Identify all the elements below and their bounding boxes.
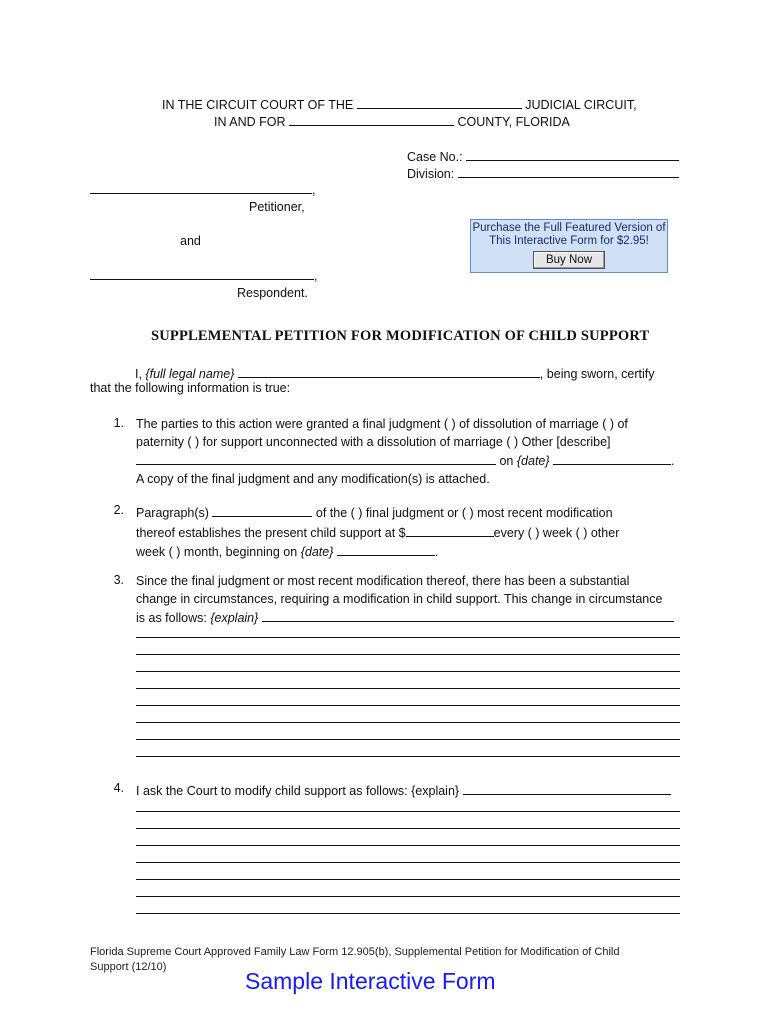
other-describe-field[interactable]	[136, 451, 496, 465]
beginning-date-field[interactable]	[337, 542, 435, 556]
explain-line[interactable]	[136, 756, 680, 757]
county-field[interactable]	[289, 112, 454, 126]
item-1-date-hint: {date}	[516, 454, 550, 468]
item-2-support-label: thereof establishes the present child support at $	[136, 525, 406, 540]
item-3-follows-label: is as follows:	[136, 611, 211, 625]
explain-line[interactable]	[136, 739, 680, 740]
item-2-number: 2.	[113, 503, 124, 517]
item-2-line3	[136, 542, 619, 562]
county-florida-label: COUNTY, FLORIDA	[457, 115, 570, 129]
petitioner-name-field[interactable]	[90, 180, 312, 194]
footer-line1: Florida Supreme Court Approved Family Law Form 12.905(b), Supplemental Petition for Modification of Child	[90, 946, 620, 958]
intro-suffix: , being sworn, certify	[539, 367, 655, 381]
purchase-line1: Purchase the Full Featured Version of	[472, 222, 666, 234]
court-header-line1	[162, 95, 637, 112]
respondent-name-row	[90, 266, 317, 283]
petitioner-comma: ,	[312, 183, 316, 197]
support-amount-field[interactable]	[406, 523, 494, 537]
item-3-line3	[136, 608, 674, 628]
intro-line1	[135, 364, 655, 381]
petitioner-name-row	[90, 180, 315, 197]
item-3-explain-hint: {explain}	[210, 611, 259, 625]
item-2-line2	[136, 523, 619, 543]
case-no-row	[407, 147, 679, 164]
buy-now-button[interactable]: Buy Now	[533, 251, 605, 269]
modify-explain-line[interactable]	[136, 845, 680, 846]
judicial-circuit-field[interactable]	[357, 95, 522, 109]
court-header-line2	[214, 112, 570, 129]
full-legal-name-hint: {full legal name}	[145, 367, 235, 381]
sample-watermark: Sample Interactive Form	[245, 968, 496, 994]
modify-explain-line[interactable]	[136, 811, 680, 812]
item-4-text: I ask the Court to modify child support as follows: {explain}	[136, 784, 460, 798]
footer-line2: Support (12/10)	[90, 961, 167, 973]
item-3-line1: Since the final judgment or most recent modification thereof, there has been a substantial	[136, 574, 630, 588]
modify-explain-field-first[interactable]	[463, 781, 671, 795]
item-2-line1-rest: of the ( ) final judgment or ( ) most recent modification	[312, 506, 613, 520]
item-1-text	[136, 416, 675, 488]
item-2-week-month: week ( ) month, beginning on	[136, 545, 301, 559]
item-3-number: 3.	[113, 573, 124, 587]
modify-explain-line[interactable]	[136, 896, 680, 897]
item-4-line1	[136, 781, 671, 798]
intro-prefix: I,	[135, 367, 146, 381]
judgment-date-field[interactable]	[553, 451, 671, 465]
item-2-text	[136, 503, 619, 562]
explain-line[interactable]	[136, 705, 680, 706]
intro-line2: that the following information is true:	[90, 381, 291, 395]
division-row	[407, 164, 679, 181]
case-no-label: Case No.:	[407, 150, 463, 164]
and-label: and	[180, 234, 201, 248]
item-1-on: on	[496, 454, 517, 468]
modify-explain-line[interactable]	[136, 879, 680, 880]
division-field[interactable]	[458, 164, 679, 178]
item-4-number: 4.	[113, 781, 124, 795]
item-2-every-label: every ( ) week ( ) other	[493, 525, 620, 540]
purchase-box	[470, 219, 668, 273]
respondent-name-field[interactable]	[90, 266, 314, 280]
petitioner-label: Petitioner,	[249, 200, 305, 214]
item-2-period: .	[434, 545, 439, 559]
respondent-comma: ,	[314, 269, 318, 283]
division-label: Division:	[407, 167, 455, 181]
item-1-period: .	[671, 454, 675, 468]
form-title: SUPPLEMENTAL PETITION FOR MODIFICATION OF CHILD SUPPORT	[151, 328, 650, 344]
item-1-number: 1.	[113, 416, 124, 430]
item-1-line2: paternity ( ) for support unconnected with a dissolution of marriage ( ) Other [describe]	[136, 434, 611, 449]
modify-explain-line[interactable]	[136, 828, 680, 829]
court-header-suffix: JUDICIAL CIRCUIT,	[525, 98, 637, 112]
item-1-line4: A copy of the final judgment and any modification(s) is attached.	[136, 471, 490, 486]
court-header-prefix: IN THE CIRCUIT COURT OF THE	[162, 98, 354, 112]
paragraph-field[interactable]	[212, 503, 312, 517]
item-3-line2: change in circumstances, requiring a modification in child support. This change in circumstance	[136, 591, 663, 606]
in-and-for-label: IN AND FOR	[214, 115, 286, 129]
item-1-line1: The parties to this action were granted a final judgment ( ) of dissolution of marriage ( ) of	[136, 417, 628, 431]
explain-line[interactable]	[136, 654, 680, 655]
explain-line[interactable]	[136, 722, 680, 723]
modify-explain-line[interactable]	[136, 913, 680, 914]
respondent-label: Respondent.	[237, 286, 308, 300]
modify-explain-line[interactable]	[136, 862, 680, 863]
item-3-text	[136, 573, 674, 628]
case-no-field[interactable]	[466, 147, 679, 161]
purchase-line2: This Interactive Form for $2.95!	[489, 235, 649, 247]
explain-field-first[interactable]	[262, 608, 674, 622]
explain-line[interactable]	[136, 637, 680, 638]
item-1-line3	[136, 451, 675, 471]
explain-line[interactable]	[136, 688, 680, 689]
item-2-line1	[136, 503, 619, 523]
full-legal-name-field[interactable]	[238, 364, 540, 378]
item-2-paragraph-label: Paragraph(s)	[136, 506, 213, 520]
explain-line[interactable]	[136, 671, 680, 672]
item-2-date-hint: {date}	[300, 545, 334, 559]
